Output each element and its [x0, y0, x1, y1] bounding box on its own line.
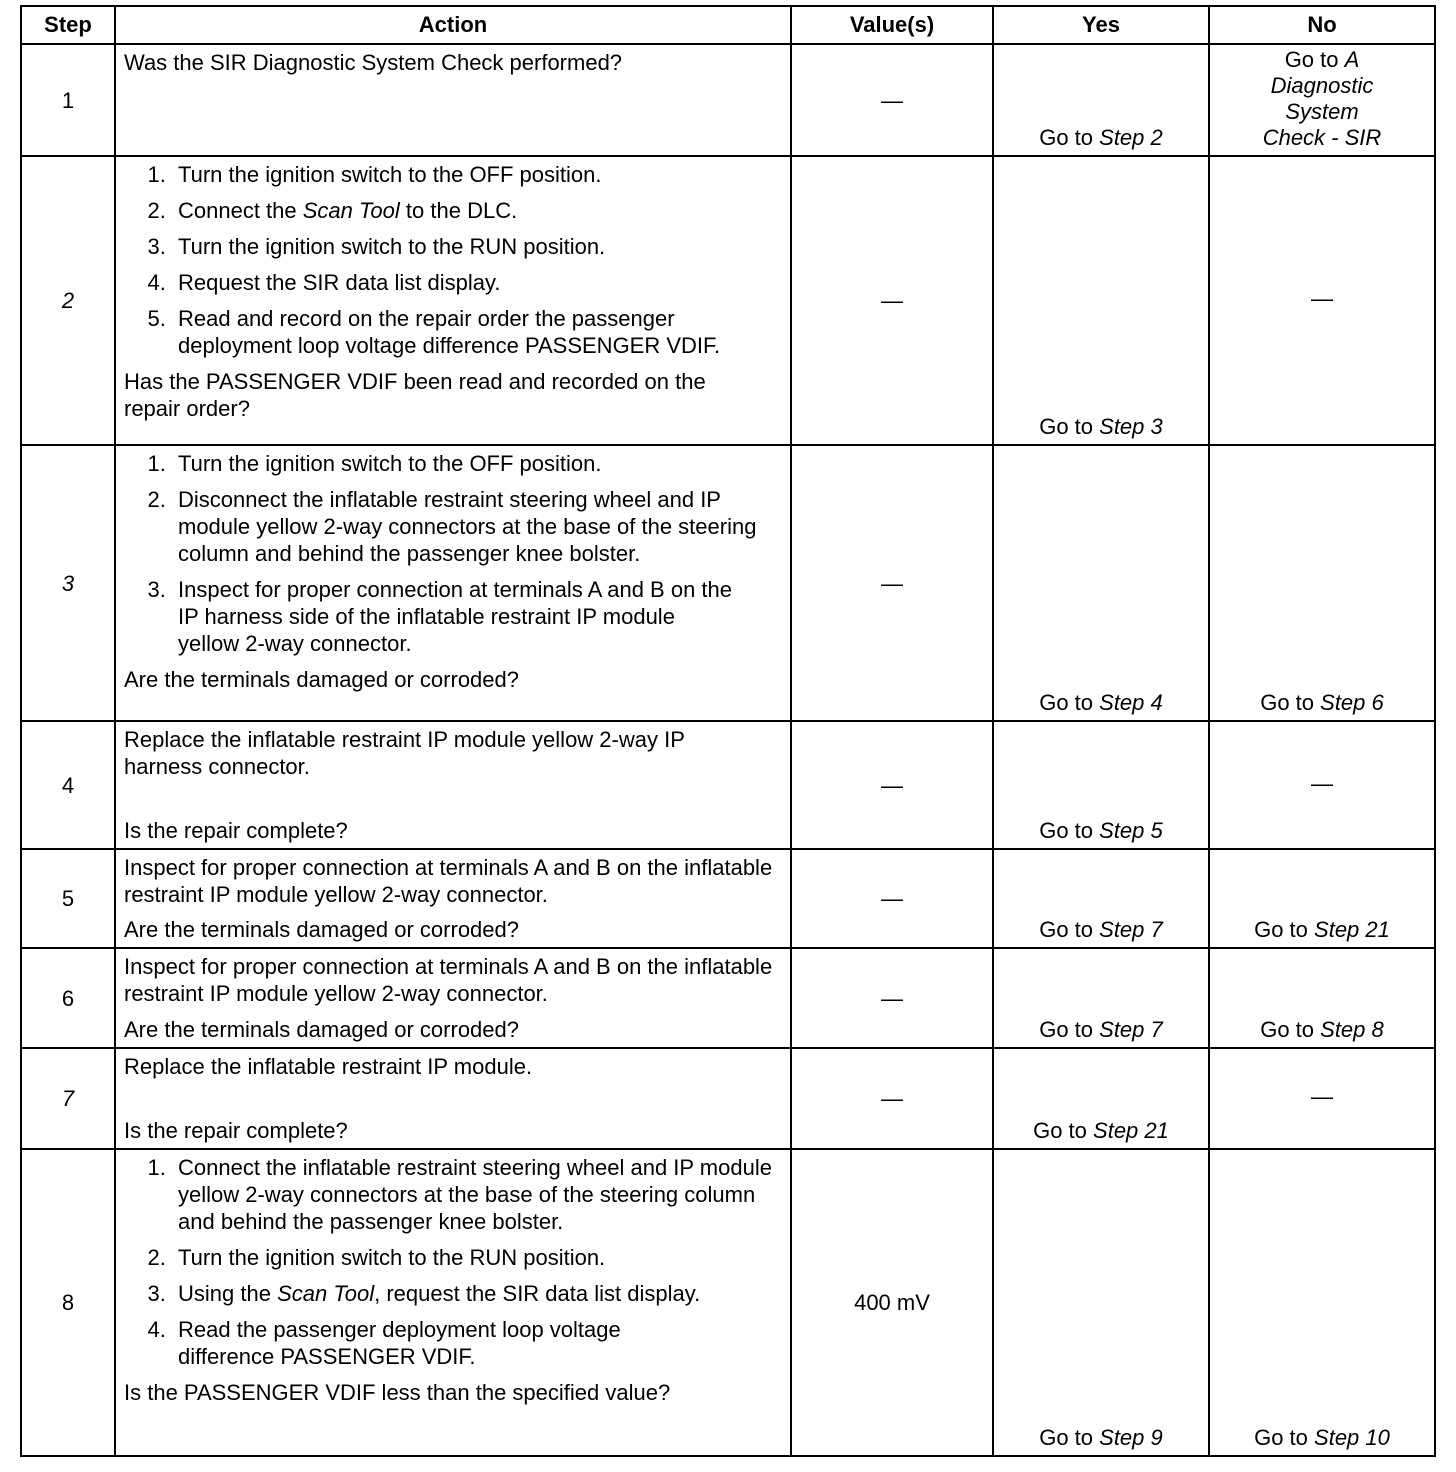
value-cell: —: [791, 445, 993, 721]
no-cell: Go to Step 8: [1209, 948, 1435, 1048]
action-list: [124, 161, 782, 359]
diagnostic-table: [20, 5, 1436, 1457]
value-cell: —: [791, 948, 993, 1048]
step-number: 6: [21, 948, 115, 1048]
no-target-line: System: [1285, 99, 1359, 124]
action-question: Are the terminals damaged or corroded?: [124, 667, 519, 692]
list-item: 2. Connect the Scan Tool to the DLC.: [172, 197, 782, 224]
action-question: Are the terminals damaged or corroded?: [124, 1017, 519, 1042]
step-number: 7: [21, 1048, 115, 1149]
no-cell: —: [1209, 1048, 1435, 1149]
no-cell: [1209, 44, 1435, 156]
step-number: 4: [21, 721, 115, 849]
value-cell: —: [791, 849, 993, 948]
step-number: 5: [21, 849, 115, 948]
go-to-text: Go to: [1284, 47, 1339, 72]
list-item: 4. Request the SIR data list display.: [172, 269, 782, 296]
no-target-line: Diagnostic: [1270, 73, 1374, 98]
diagnostic-table-wrapper: [20, 5, 1436, 1457]
value-cell: —: [791, 156, 993, 445]
no-cell: —: [1209, 156, 1435, 445]
list-item: 3. Using the Scan Tool, request the SIR data list display.: [172, 1280, 782, 1307]
table-row: [21, 156, 1435, 445]
step-number: 8: [21, 1149, 115, 1456]
list-item: 5. Read and record on the repair order the passenger deployment loop voltage difference PASSENGER VDIF.: [172, 305, 782, 359]
step-target: 6: [1371, 690, 1384, 715]
table-row: [21, 44, 1435, 156]
step-number: 3: [21, 445, 115, 721]
yes-cell: Go to Step 7: [993, 849, 1209, 948]
value-cell: —: [791, 1048, 993, 1149]
yes-cell: Go to Step 5: [993, 721, 1209, 849]
table-row: [21, 1149, 1435, 1456]
action-question: Has the PASSENGER VDIF been read and recorded on the repair order?: [124, 369, 706, 421]
list-item: 3. Inspect for proper connection at terminals A and B on the IP harness side of the inflatable restraint IP module yellow 2-way connector.: [172, 576, 782, 657]
table-row: [21, 849, 1435, 948]
table-row: [21, 445, 1435, 721]
header-step: Step: [21, 6, 115, 44]
table-row: [21, 1048, 1435, 1149]
step-target: 9: [1150, 1425, 1163, 1450]
yes-cell: Go to Step 21: [993, 1048, 1209, 1149]
step-word: Step: [1099, 125, 1145, 150]
action-cell: [115, 445, 791, 721]
header-action: Action: [115, 6, 791, 44]
header-row: [21, 6, 1435, 44]
action-question: Is the repair complete?: [124, 1118, 348, 1143]
action-text: Inspect for proper connection at terminals A and B on the inflatable restraint IP module yellow 2-way connector.: [124, 855, 773, 907]
value-cell: —: [791, 721, 993, 849]
action-cell: [115, 1048, 791, 1149]
header-yes: Yes: [993, 6, 1209, 44]
value-cell: 400 mV: [791, 1149, 993, 1456]
yes-cell: [993, 44, 1209, 156]
yes-cell: Go to Step 9: [993, 1149, 1209, 1456]
no-target-line: Check - SIR: [1262, 125, 1382, 150]
step-target: 5: [1150, 818, 1163, 843]
action-question: Was the SIR Diagnostic System Check performed?: [124, 50, 623, 75]
action-question: Is the PASSENGER VDIF less than the specified value?: [124, 1380, 671, 1405]
action-text: Inspect for proper connection at terminals A and B on the inflatable restraint IP module yellow 2-way connector.: [124, 954, 773, 1006]
action-cell: [115, 1149, 791, 1456]
step-target: 10: [1365, 1425, 1390, 1450]
step-target: 2: [1150, 125, 1163, 150]
list-item: 2. Disconnect the inflatable restraint steering wheel and IP module yellow 2-way connectors at the base of the steering column and behind the passenger knee bolster.: [172, 486, 782, 567]
step-target: 7: [1150, 917, 1163, 942]
action-cell: [115, 948, 791, 1048]
action-question: Are the terminals damaged or corroded?: [124, 917, 519, 942]
step-number: 1: [21, 44, 115, 156]
no-cell: Go to Step 6: [1209, 445, 1435, 721]
no-cell: —: [1209, 721, 1435, 849]
list-item: 1. Turn the ignition switch to the OFF position.: [172, 161, 782, 188]
action-cell: [115, 156, 791, 445]
step-target: 8: [1371, 1017, 1384, 1042]
yes-cell: Go to Step 4: [993, 445, 1209, 721]
action-question: Is the repair complete?: [124, 818, 348, 843]
list-item: 4. Read the passenger deployment loop voltage difference PASSENGER VDIF.: [172, 1316, 782, 1370]
no-target-line: A: [1344, 47, 1360, 72]
list-item: 1. Turn the ignition switch to the OFF position.: [172, 450, 782, 477]
list-item: 1. Connect the inflatable restraint steering wheel and IP module yellow 2-way connectors at the base of the steering column and behind the passenger knee bolster.: [172, 1154, 782, 1235]
step-target: 3: [1150, 414, 1163, 439]
yes-cell: Go to Step 7: [993, 948, 1209, 1048]
step-number: 2: [21, 156, 115, 445]
action-cell: [115, 849, 791, 948]
step-target: 7: [1150, 1017, 1163, 1042]
no-cell: Go to Step 10: [1209, 1149, 1435, 1456]
action-cell: [115, 44, 791, 156]
step-target: 21: [1144, 1118, 1169, 1143]
table-row: [21, 721, 1435, 849]
action-list: [124, 450, 782, 657]
action-cell: [115, 721, 791, 849]
list-item: 3. Turn the ignition switch to the RUN position.: [172, 233, 782, 260]
value-cell: —: [791, 44, 993, 156]
no-cell: Go to Step 21: [1209, 849, 1435, 948]
header-values: Value(s): [791, 6, 993, 44]
table-row: [21, 948, 1435, 1048]
action-text: Replace the inflatable restraint IP module yellow 2-way IP harness connector.: [124, 727, 685, 779]
step-target: 4: [1150, 690, 1163, 715]
step-target: 21: [1365, 917, 1390, 942]
header-no: No: [1209, 6, 1435, 44]
action-list: [124, 1154, 782, 1370]
go-to-text: Go to: [1039, 125, 1094, 150]
list-item: 2. Turn the ignition switch to the RUN position.: [172, 1244, 782, 1271]
action-text: Replace the inflatable restraint IP module.: [124, 1054, 533, 1079]
yes-cell: Go to Step 3: [993, 156, 1209, 445]
